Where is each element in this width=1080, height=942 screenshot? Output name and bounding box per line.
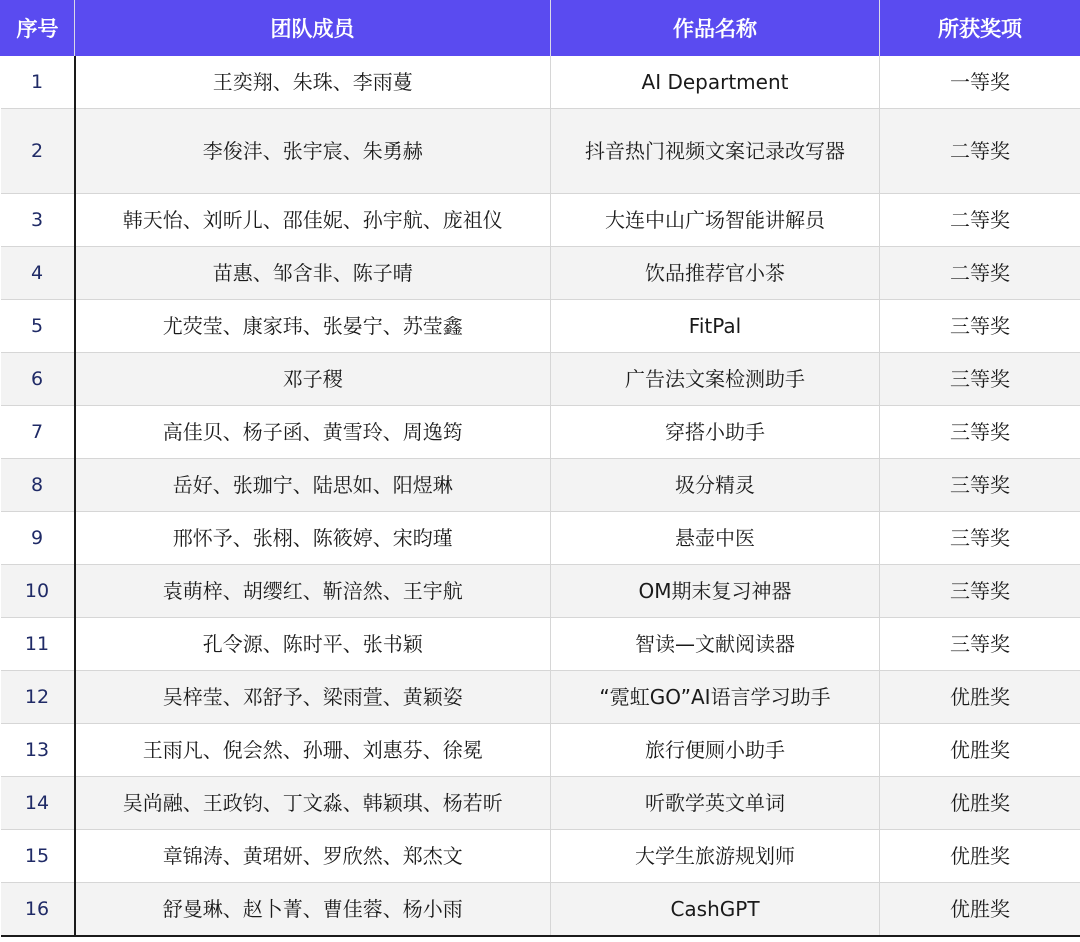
table-header (1, 0, 1080, 56)
row-index: 4 (1, 247, 75, 300)
row-members: 邓子稷 (75, 353, 551, 406)
row-members: 李俊沣、张宇宸、朱勇赫 (75, 109, 551, 194)
header-index: 序号 (1, 0, 75, 56)
table-row (1, 194, 1080, 247)
table-row (1, 247, 1080, 300)
row-members: 韩天怡、刘昕儿、邵佳妮、孙宇航、庞祖仪 (75, 194, 551, 247)
row-index: 13 (1, 724, 75, 777)
header-row (1, 0, 1080, 56)
row-index: 8 (1, 459, 75, 512)
row-work: 悬壶中医 (551, 512, 880, 565)
row-work: AI Department (551, 56, 880, 109)
table-row (1, 406, 1080, 459)
row-members: 王奕翔、朱珠、李雨蔓 (75, 56, 551, 109)
row-members: 苗惠、邹含非、陈子晴 (75, 247, 551, 300)
row-award: 三等奖 (880, 618, 1080, 671)
row-award: 三等奖 (880, 300, 1080, 353)
row-members: 高佳贝、杨子函、黄雪玲、周逸筠 (75, 406, 551, 459)
row-work: 大学生旅游规划师 (551, 830, 880, 883)
table-body (1, 56, 1080, 936)
table-row (1, 56, 1080, 109)
row-work: 大连中山广场智能讲解员 (551, 194, 880, 247)
row-award: 优胜奖 (880, 724, 1080, 777)
row-work: CashGPT (551, 883, 880, 937)
row-members: 吴梓莹、邓舒予、梁雨萱、黄颖姿 (75, 671, 551, 724)
row-members: 岳好、张珈宁、陆思如、阳煜琳 (75, 459, 551, 512)
row-award: 三等奖 (880, 512, 1080, 565)
row-award: 优胜奖 (880, 671, 1080, 724)
table-row (1, 777, 1080, 830)
row-award: 二等奖 (880, 109, 1080, 194)
row-index: 5 (1, 300, 75, 353)
header-award: 所获奖项 (880, 0, 1080, 56)
row-work: 智读—文献阅读器 (551, 618, 880, 671)
table-row (1, 300, 1080, 353)
row-award: 三等奖 (880, 459, 1080, 512)
row-members: 章锦涛、黄珺妍、罗欣然、郑杰文 (75, 830, 551, 883)
row-work: 圾分精灵 (551, 459, 880, 512)
table-row (1, 565, 1080, 618)
row-work: 广告法文案检测助手 (551, 353, 880, 406)
row-work: 饮品推荐官小茶 (551, 247, 880, 300)
row-award: 优胜奖 (880, 777, 1080, 830)
table-row (1, 830, 1080, 883)
row-index: 6 (1, 353, 75, 406)
row-award: 一等奖 (880, 56, 1080, 109)
row-index: 7 (1, 406, 75, 459)
row-award: 优胜奖 (880, 883, 1080, 937)
row-award: 三等奖 (880, 565, 1080, 618)
header-members: 团队成员 (75, 0, 551, 56)
table-row (1, 724, 1080, 777)
row-work: 抖音热门视频文案记录改写器 (551, 109, 880, 194)
row-index: 14 (1, 777, 75, 830)
row-members: 王雨凡、倪会然、孙珊、刘惠芬、徐冕 (75, 724, 551, 777)
row-work: OM期末复习神器 (551, 565, 880, 618)
row-index: 2 (1, 109, 75, 194)
row-members: 尤荧莹、康家玮、张晏宁、苏莹鑫 (75, 300, 551, 353)
row-index: 12 (1, 671, 75, 724)
row-work: 穿搭小助手 (551, 406, 880, 459)
row-members: 袁萌梓、胡缨红、靳涪然、王宇航 (75, 565, 551, 618)
row-index: 1 (1, 56, 75, 109)
table-row (1, 353, 1080, 406)
table-row (1, 512, 1080, 565)
row-award: 三等奖 (880, 406, 1080, 459)
row-index: 9 (1, 512, 75, 565)
row-work: 旅行便厕小助手 (551, 724, 880, 777)
row-award: 二等奖 (880, 194, 1080, 247)
row-members: 孔令源、陈时平、张书颖 (75, 618, 551, 671)
table-row (1, 671, 1080, 724)
row-index: 11 (1, 618, 75, 671)
table-row (1, 618, 1080, 671)
row-work: 听歌学英文单词 (551, 777, 880, 830)
row-index: 3 (1, 194, 75, 247)
row-work: FitPal (551, 300, 880, 353)
header-work: 作品名称 (551, 0, 880, 56)
row-members: 吴尚融、王政钧、丁文淼、韩颖琪、杨若昕 (75, 777, 551, 830)
table-row (1, 459, 1080, 512)
row-index: 10 (1, 565, 75, 618)
row-award: 二等奖 (880, 247, 1080, 300)
table-row (1, 883, 1080, 937)
table-row (1, 109, 1080, 194)
row-index: 15 (1, 830, 75, 883)
row-members: 舒曼琳、赵卜菁、曹佳蓉、杨小雨 (75, 883, 551, 937)
row-award: 优胜奖 (880, 830, 1080, 883)
row-award: 三等奖 (880, 353, 1080, 406)
row-members: 邢怀予、张栩、陈筱婷、宋昀瑾 (75, 512, 551, 565)
row-work: “霓虹GO”AI语言学习助手 (551, 671, 880, 724)
row-index: 16 (1, 883, 75, 937)
